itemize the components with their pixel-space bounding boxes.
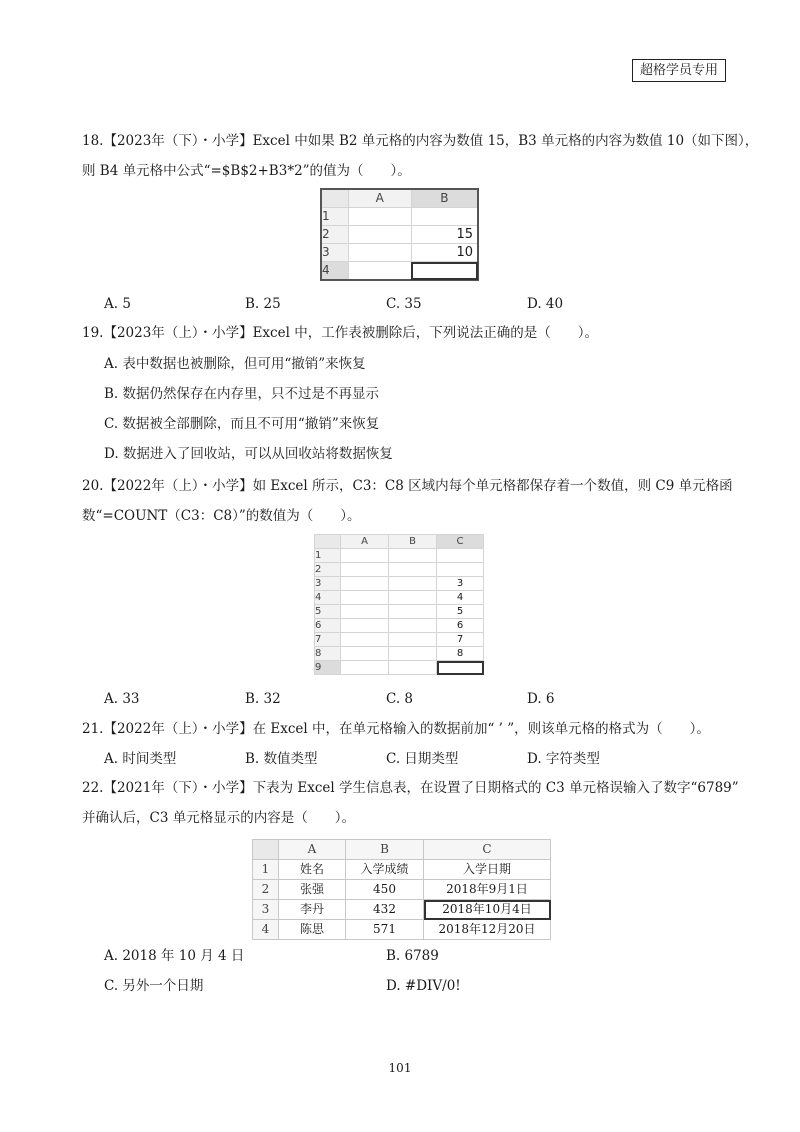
excel-table-q22 [252, 839, 551, 940]
table-cell: 3 [437, 577, 484, 591]
table-cell [389, 605, 437, 619]
table-cell: 10 [411, 244, 478, 262]
q20-option-b: B. 32 [245, 691, 281, 707]
column-header: C [424, 840, 551, 860]
table-cell: 8 [437, 647, 484, 661]
excel-table-q20 [314, 534, 484, 675]
table-cell: 4 [437, 591, 484, 605]
q18-option-b: B. 25 [245, 296, 281, 312]
question-18-line-2: 则 B4 单元格中公式“=$B$2+B3*2”的值为（ ）。 [82, 163, 411, 179]
q20-option-a: A. 33 [104, 691, 140, 707]
row-header: 4 [253, 920, 279, 940]
table-corner [315, 535, 341, 549]
table-cell [389, 549, 437, 563]
question-18-line-1: 18.【2023年（下）・小学】Excel 中如果 B2 单元格的内容为数值 15，B3 单元格的内容为数值 10（如下图）， [82, 133, 759, 149]
question-22-line-1: 22.【2021年（下）・小学】下表为 Excel 学生信息表，在设置了日期格式的 C3 单元格误输入了数字“6789” [82, 780, 739, 796]
q19-option-c: C. 数据被全部删除，而且不可用“撤销”来恢复 [104, 416, 380, 432]
table-cell: 李丹 [279, 900, 346, 920]
table-cell: 571 [346, 920, 424, 940]
table-corner [321, 189, 348, 208]
table-cell: 2018年9月1日 [424, 880, 551, 900]
q21-option-b: B. 数值类型 [245, 751, 318, 767]
table-corner [253, 840, 279, 860]
table-cell: 入学成绩 [346, 860, 424, 880]
table-cell [341, 563, 389, 577]
table-cell: 6 [437, 619, 484, 633]
table-cell [389, 619, 437, 633]
row-header: 4 [315, 591, 341, 605]
row-header: 3 [253, 900, 279, 920]
q19-option-d: D. 数据进入了回收站，可以从回收站将数据恢复 [104, 446, 393, 462]
row-header: 3 [315, 577, 341, 591]
table-cell: 432 [346, 900, 424, 920]
table-cell [348, 226, 411, 244]
table-cell [389, 647, 437, 661]
table-cell: 2018年12月20日 [424, 920, 551, 940]
table-cell [348, 244, 411, 262]
column-header: B [389, 535, 437, 549]
row-header: 7 [315, 633, 341, 647]
question-21 [82, 714, 730, 744]
table-cell [389, 633, 437, 647]
q19-option-b: B. 数据仍然保存在内存里，只不过是不再显示 [104, 386, 380, 402]
question-19-line-1: 19.【2023年（上）・小学】Excel 中，工作表被删除后，下列说法正确的是（ ）。 [82, 325, 598, 341]
table-cell: 陈思 [279, 920, 346, 940]
question-19 [82, 318, 730, 348]
table-cell [437, 563, 484, 577]
table-cell-active [437, 661, 484, 675]
q22-option-a: A. 2018 年 10 月 4 日 [104, 948, 245, 964]
audience-badge: 超格学员专用 [632, 59, 726, 82]
row-header: 6 [315, 619, 341, 633]
column-header: A [341, 535, 389, 549]
table-cell [341, 633, 389, 647]
table-cell [348, 262, 411, 281]
table-cell [341, 549, 389, 563]
row-header: 3 [321, 244, 348, 262]
question-21-line-1: 21.【2022年（上）・小学】在 Excel 中，在单元格输入的数据前加“ ’ ”，则该单元格的格式为（ ）。 [82, 721, 710, 737]
table-cell [389, 563, 437, 577]
table-cell [389, 661, 437, 675]
table-cell [437, 549, 484, 563]
table-cell-active: 2018年10月4日 [424, 900, 551, 920]
table-cell [341, 577, 389, 591]
q22-option-b: B. 6789 [386, 948, 439, 964]
row-header: 8 [315, 647, 341, 661]
question-22-line-2: 并确认后，C3 单元格显示的内容是（ ）。 [82, 810, 355, 826]
column-header: B [411, 189, 478, 208]
table-cell [341, 591, 389, 605]
table-cell: 450 [346, 880, 424, 900]
table-cell [341, 605, 389, 619]
q18-option-a: A. 5 [104, 296, 131, 312]
q20-option-d: D. 6 [527, 691, 555, 707]
q20-option-c: C. 8 [386, 691, 414, 707]
table-cell: 5 [437, 605, 484, 619]
table-cell [411, 208, 478, 226]
table-cell [341, 619, 389, 633]
table-cell: 入学日期 [424, 860, 551, 880]
row-header: 5 [315, 605, 341, 619]
excel-table-q18 [320, 188, 479, 281]
row-header: 1 [253, 860, 279, 880]
q22-option-d: D. #DIV/0! [386, 978, 461, 994]
row-header: 2 [253, 880, 279, 900]
question-20-line-2: 数“=COUNT（C3：C8）”的数值为（ ）。 [82, 508, 361, 524]
table-cell: 15 [411, 226, 478, 244]
question-18 [82, 126, 759, 186]
row-header: 1 [315, 549, 341, 563]
q18-option-c: C. 35 [386, 296, 422, 312]
question-22 [82, 773, 739, 833]
q22-option-c: C. 另外一个日期 [104, 978, 204, 994]
column-header: A [348, 189, 411, 208]
table-cell-active [411, 262, 478, 281]
row-header: 2 [315, 563, 341, 577]
column-header: B [346, 840, 424, 860]
question-20 [82, 471, 733, 531]
table-cell: 张强 [279, 880, 346, 900]
table-cell: 7 [437, 633, 484, 647]
row-header: 1 [321, 208, 348, 226]
q18-option-d: D. 40 [527, 296, 564, 312]
column-header: C [437, 535, 484, 549]
q21-option-c: C. 日期类型 [386, 751, 459, 767]
q21-option-d: D. 字符类型 [527, 751, 600, 767]
table-cell [341, 661, 389, 675]
row-header: 2 [321, 226, 348, 244]
table-cell: 姓名 [279, 860, 346, 880]
row-header: 9 [315, 661, 341, 675]
table-cell [341, 647, 389, 661]
table-cell [348, 208, 411, 226]
table-cell [389, 591, 437, 605]
row-header: 4 [321, 262, 348, 281]
table-cell [389, 577, 437, 591]
column-header: A [279, 840, 346, 860]
q19-option-a: A. 表中数据也被删除，但可用“撤销”来恢复 [104, 356, 366, 372]
page-number: 101 [388, 1061, 412, 1075]
question-20-line-1: 20.【2022年（上）・小学】如 Excel 所示，C3：C8 区域内每个单元格都保存着一个数值，则 C9 单元格函 [82, 478, 733, 494]
q21-option-a: A. 时间类型 [104, 751, 177, 767]
